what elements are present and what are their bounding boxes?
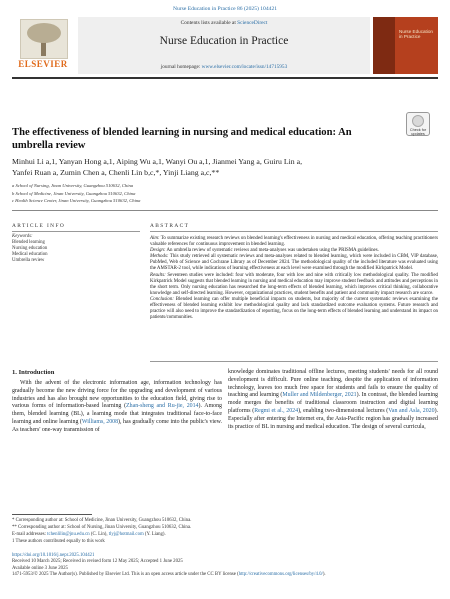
available-online: Available online 3 June 2025 xyxy=(12,565,68,571)
footnotes xyxy=(12,518,438,546)
affiliation-c: c Health Science Center, Jinan University, Guangzhou 510632, China xyxy=(12,198,141,204)
cover-stripe xyxy=(373,17,395,74)
publisher-name: ELSEVIER xyxy=(18,59,68,69)
abstract-methods: Methods: This study retrieved all systematic reviews and meta-analyses related to blended learning, which were included in CBM, VIP database, PubMed, Web of Science and Cochrane Library as of December 2024. The methodological quality of the included literature was evaluated using the AMSTAR-2 tool, while indications of learning effectiveness at each level were examined through the modified Kirkpatrick Model. xyxy=(150,254,438,272)
footnote-corresponding-1: * Corresponding author at: School of Medicine, Jinan University, Guangzhou 510632, China. xyxy=(12,518,192,523)
article-info-heading: ARTICLE INFO xyxy=(12,223,66,229)
doi-link[interactable]: https://doi.org/10.1016/j.nepr.2025.104421 xyxy=(12,553,95,558)
abstract-design: Design: An umbrella review of systematic reviews and meta-analyses was undertaken using the PRISMA guidelines. xyxy=(150,248,379,254)
journal-cover[interactable] xyxy=(373,17,438,74)
footnote-equal-contribution: 1 These authors contributed equally to this work xyxy=(12,538,105,544)
updates-icon xyxy=(412,115,424,127)
article-info-rule xyxy=(12,231,140,232)
footnote-corresponding-2: ** Corresponding author at: School of Nursing, Jinan University, Guangzhou 510632, China. xyxy=(12,524,192,530)
abstract-body xyxy=(150,236,438,321)
abstract-heading: ABSTRACT xyxy=(150,223,190,229)
journal-title: Nurse Education in Practice xyxy=(159,35,289,47)
keywords-list xyxy=(12,240,48,264)
check-for-updates-button[interactable] xyxy=(406,112,430,136)
authors-line-2: Yanfei Ruan a, Zumin Chen a, Chenli Lin b,c,*, Yinji Liang a,c,** xyxy=(12,168,220,177)
updates-label: Check for updates xyxy=(409,128,427,136)
cover-title: Nurse Education in Practice xyxy=(399,29,433,40)
authors-line-1: Minhui Li a,1, Yanyan Hong a,1, Aiping Wu a,1, Wanyi Ou a,1, Jianmei Yang a, Guiru Lin a, xyxy=(12,157,303,166)
header-divider xyxy=(12,77,438,79)
abstract-conclusion: Conclusion: Blended learning can offer multiple beneficial impacts on students, but majority of the current systematic reviews examining the effectiveness of blended learning exhibit low methodological quality and lack standardized outcome evaluation systems. Future research and practice will also need to improve the standardization of reporting, focus on the long-term effects of blended learning and understand its impact on patients/communities. xyxy=(150,296,438,321)
section-heading-introduction: 1. Introduction xyxy=(12,369,55,376)
elsevier-logo[interactable] xyxy=(12,17,74,74)
keyword[interactable]: Umbrella review xyxy=(12,258,45,264)
affiliation-a: a School of Nursing, Jinan University, Guangzhou 510632, China xyxy=(12,183,134,188)
citation-link[interactable]: Muller and Mildenberger, 2021 xyxy=(282,392,357,399)
homepage-link[interactable]: www.elsevier.com/locate/issn/14715953 xyxy=(201,64,288,70)
keywords-label: Keywords: xyxy=(12,234,33,239)
abstract-results: Results: Seventeen studies were included: four with moderate, four with low and nine with critically low methodological quality. The modified Kirkpatrick Model suggests that blended learning in nursing and medical education may improve student feedback and attitudes and perceptions in the short term. Only nursing education has researched the long-term effects of blended learning, which improves critical thinking, collaborative knowledge and self-directed learning. However, organizational practices, student benefits and patient and community impact research are scarce. xyxy=(150,272,438,296)
intro-paragraph: With the advent of the electronic information age, information technology has gradually become the new driving force for the upgrading and development of various industries and has also brought new opportunities to the education field, giving rise to various forms of information-based learning (Zhan-sheng and Ru-jie, 2014). Among them, blended learning (BL), a learning mode that integrates traditional face-to-face learning and online learning (Williams, 2008), has gradually come into the public's view. As teachers' one-way transmission of xyxy=(12,380,222,433)
affiliation-b: b School of Medicine, Jinan University, Guangzhou 510632, China xyxy=(12,190,136,196)
license-statement: 1471-5953/© 2025 The Author(s). Published by Elsevier Ltd. This is an open access article under the CC BY license (http://creativecommons.org/licenses/by/4.0/). xyxy=(12,571,326,577)
footnote-divider xyxy=(12,514,92,515)
journal-citation[interactable]: Nurse Education in Practice 86 (2025) 104421 xyxy=(172,6,278,12)
body-column-left xyxy=(12,380,222,435)
citation-link[interactable]: Regmi et al., 2024 xyxy=(254,407,299,414)
author-list xyxy=(12,156,438,178)
email-link[interactable]: tlyj@hotmail.com xyxy=(108,531,144,537)
body-column-right xyxy=(228,369,438,431)
journal-banner xyxy=(78,17,370,74)
article-title: The effectiveness of blended learning in nursing and medical education: An umbrella review xyxy=(12,127,352,151)
abstract-aim: Aim: To summarize existing research reviews on blended learning's effectiveness in nursing and medical education, offering teaching practitioners valuable references for continuous improvement in blended learning. xyxy=(150,236,438,248)
citation-link[interactable]: Williams, 2008 xyxy=(81,418,119,425)
authors-divider xyxy=(12,210,438,211)
contents-line: Contents lists available at ScienceDirect xyxy=(180,20,268,26)
keyword[interactable]: Nursing education xyxy=(12,246,48,252)
journal-homepage: journal homepage: www.elsevier.com/locate/issn/14715953 xyxy=(160,64,288,70)
abstract-end-rule xyxy=(150,361,438,362)
elsevier-tree-icon xyxy=(20,19,68,59)
license-link[interactable]: http://creativecommons.org/licenses/by/4.0/ xyxy=(238,571,323,577)
publication-details xyxy=(12,553,438,578)
citation-link[interactable]: Zhan-sheng and Ru-jie, 2014 xyxy=(126,403,199,410)
keyword[interactable]: Blended learning xyxy=(12,240,45,245)
received-dates: Received 10 March 2025; Received in revised form 12 May 2025; Accepted 1 June 2025 xyxy=(12,559,183,565)
intro-paragraph-continued: knowledge dominates traditional offline lectures, meeting students' needs for all round development is difficult. Pure online teaching, despite the application of information technology, leaves too much free space for students and fails to ensure the quality of teaching and learning (Muller and Mildenberger, 2021). In contrast, the blended learning mode merges the benefits of traditional classroom instruction and digital learning platforms (Regmi et al., 2024), enabling two-dimensional lectures (Van and Asla, 2020). Especially after entering the Internet era, the Asia-Pacific region has gradually increased its practice of BL in nursing and medical education. The design of several curricula, xyxy=(228,369,438,430)
keyword[interactable]: Medical education xyxy=(12,252,48,258)
citation-link[interactable]: Van and Asla, 2020 xyxy=(388,407,435,414)
footnote-emails: E-mail addresses: tchenlilin@jnu.edu.cn (C. Lin), tlyj@hotmail.com (Y. Liang). xyxy=(12,531,166,537)
affiliations xyxy=(12,182,438,205)
sciencedirect-link[interactable]: ScienceDirect xyxy=(237,20,268,26)
email-link[interactable]: tchenlilin@jnu.edu.cn xyxy=(47,531,90,537)
abstract-rule xyxy=(150,231,438,232)
